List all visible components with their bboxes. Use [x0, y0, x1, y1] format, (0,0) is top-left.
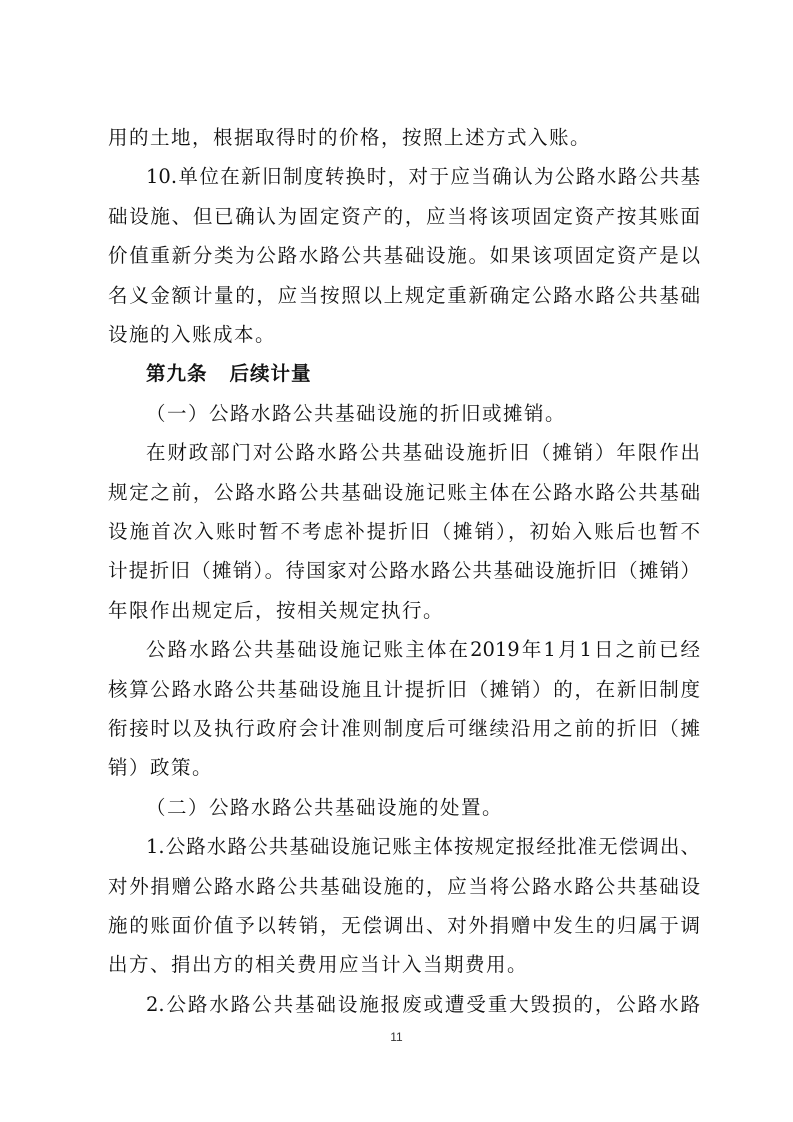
paragraph-line: 在财政部门对公路水路公共基础设施折旧（摊销）年限作出	[146, 441, 700, 464]
paragraph-line: 公路水路公共基础设施记账主体在2019年1月1日之前已经	[146, 638, 700, 661]
paragraph-line: 施的账面价值予以转销，无偿调出、对外捐赠中发生的归属于调	[108, 914, 700, 937]
paragraph-line: 出方、捐出方的相关费用应当计入当期费用。	[108, 953, 529, 976]
subsection-heading: （二）公路水路公共基础设施的处置。	[146, 796, 504, 819]
article-number: 第九条	[146, 362, 208, 385]
paragraph-line: 础设施、但已确认为固定资产的，应当将该项固定资产按其账面	[108, 205, 700, 228]
section-heading	[146, 362, 700, 386]
subsection-heading: （一）公路水路公共基础设施的折旧或摊销。	[146, 402, 567, 425]
paragraph-line: 10.单位在新旧制度转换时，对于应当确认为公路水路公共基	[146, 165, 700, 188]
paragraph-line: 1.公路水路公共基础设施记账主体按规定报经批准无偿调出、	[146, 835, 700, 858]
page-number: 11	[390, 1030, 403, 1044]
paragraph-line: 核算公路水路公共基础设施且计提折旧（摊销）的，在新旧制度	[108, 678, 700, 701]
paragraph-line: 计提折旧（摊销）。待国家对公路水路公共基础设施折旧（摊销）	[108, 559, 700, 582]
paragraph-line: 名义金额计量的，应当按照以上规定重新确定公路水路公共基础	[108, 284, 700, 307]
paragraph-line: 对外捐赠公路水路公共基础设施的，应当将公路水路公共基础设	[108, 875, 700, 898]
paragraph-line: 用的土地，根据取得时的价格，按照上述方式入账。	[108, 126, 592, 149]
paragraph-line: 规定之前，公路水路公共基础设施记账主体在公路水路公共基础	[108, 481, 700, 504]
paragraph-line: 2.公路水路公共基础设施报废或遭受重大毁损的，公路水路	[146, 993, 700, 1016]
paragraph-line: 衔接时以及执行政府会计准则制度后可继续沿用之前的折旧（摊	[108, 717, 700, 740]
paragraph-line: 价值重新分类为公路水路公共基础设施。如果该项固定资产是以	[108, 244, 700, 267]
paragraph-line: 销）政策。	[108, 756, 214, 779]
article-title: 后续计量	[229, 362, 312, 385]
paragraph-line: 设施的入账成本。	[108, 323, 277, 346]
paragraph-line: 年限作出规定后，按相关规定执行。	[108, 599, 445, 622]
paragraph-line: 设施首次入账时暂不考虑补提折旧（摊销），初始入账后也暂不	[108, 520, 700, 543]
